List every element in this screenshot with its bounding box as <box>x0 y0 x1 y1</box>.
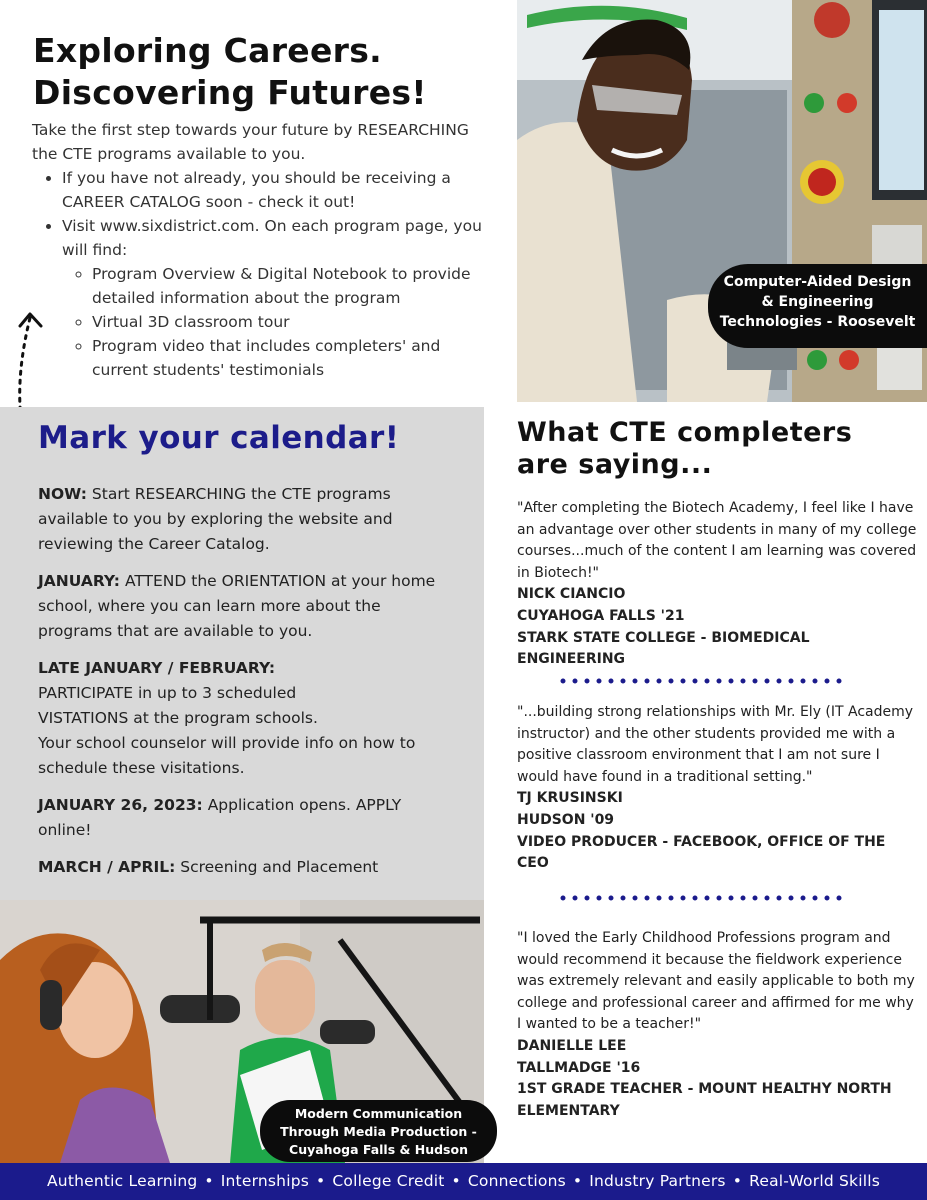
intro-section <box>32 118 492 382</box>
testimonial-school: HUDSON '09 <box>517 811 615 828</box>
testimonial-quote: "After completing the Biotech Academy, I feel like I have an advantage over other students in many of my college courses...much of the content I am learning was covered in Biotech!" <box>517 500 917 581</box>
page-title <box>33 30 503 114</box>
dotted-divider <box>560 893 852 903</box>
calendar-title: Mark your calendar! <box>38 420 400 456</box>
calendar-entry-january <box>38 569 458 644</box>
media-photo-caption <box>260 1100 497 1162</box>
intro-bullet-catalog: • If you have not already, you should be receiving a CAREER CATALOG soon - check it out! <box>62 166 492 214</box>
calendar-entry-placement <box>38 855 458 880</box>
intro-bullet-visit <box>62 214 492 382</box>
testimonial-ciancio <box>517 498 919 671</box>
calendar-entry-visitations-label: LATE JANUARY / FEBRUARY: <box>38 659 276 677</box>
calendar-entry-placement-text: Screening and Placement <box>180 858 379 876</box>
intro-sublist <box>62 262 492 382</box>
calendar-entry-visitations-text-1: PARTICIPATE in up to 3 scheduled <box>38 684 297 702</box>
testimonial-role: 1ST GRADE TEACHER - MOUNT HEALTHY NORTH ELEMENTARY <box>517 1081 892 1119</box>
footer-separator: • <box>572 1172 583 1190</box>
footer-separator: • <box>204 1172 214 1190</box>
footer-separator: • <box>316 1172 326 1190</box>
calendar-entry-now-label: NOW: <box>38 485 87 503</box>
intro-sub-video: ◦ Program video that includes completers' and current students' testimonials <box>92 334 492 382</box>
cad-photo-caption <box>708 264 927 348</box>
testimonial-quote: "...building strong relationships with Mr. Ely (IT Academy instructor) and the other students provided me with a positive classroom environment that I am not sure I would have found in a traditional setting." <box>517 704 914 785</box>
calendar-entry-january-label: JANUARY: <box>38 572 121 590</box>
footer-item-authentic-learning: Authentic Learning <box>47 1172 198 1190</box>
testimonial-school: TALLMADGE '16 <box>517 1059 641 1076</box>
cad-caption-line-1: Computer-Aided Design <box>723 274 912 290</box>
calendar-entry-now-text: Start RESEARCHING the CTE programs available to you by exploring the website and reviewing the Career Catalog. <box>38 485 393 553</box>
testimonials-title-line-1: What CTE completers <box>517 417 853 448</box>
calendar-entry-visitations-text-2: VISTATIONS at the program schools. <box>38 709 318 727</box>
testimonials-title-line-2: are saying... <box>517 449 713 480</box>
cad-caption-line-2: & Engineering <box>761 294 874 310</box>
title-line-1: Exploring Careers. <box>33 31 382 70</box>
calendar-entry-application-label: JANUARY 26, 2023: <box>38 796 203 814</box>
testimonial-name: NICK CIANCIO <box>517 586 626 603</box>
footer-item-college-credit: College Credit <box>332 1172 445 1190</box>
intro-sub-overview: ◦ Program Overview & Digital Notebook to provide detailed information about the program <box>92 262 492 310</box>
calendar-body <box>38 482 458 892</box>
calendar-entry-visitations <box>38 656 458 781</box>
testimonial-krusinski <box>517 702 919 875</box>
title-line-2: Discovering Futures! <box>33 73 427 112</box>
intro-list <box>32 166 492 382</box>
footer-item-industry-partners: Industry Partners <box>589 1172 726 1190</box>
media-caption-line-3: Cuyahoga Falls & Hudson <box>289 1142 468 1157</box>
dotted-divider <box>560 676 852 686</box>
testimonial-role: STARK STATE COLLEGE - BIOMEDICAL ENGINEERING <box>517 629 810 668</box>
calendar-entry-visitations-text-3: Your school counselor will provide info on how to schedule these visitations. <box>38 734 416 777</box>
testimonials-title <box>517 417 917 481</box>
testimonial-role: VIDEO PRODUCER - FACEBOOK, OFFICE OF THE CEO <box>517 833 886 872</box>
intro-bullet-visit-text: Visit www.sixdistrict.com. On each program page, you will find: <box>62 217 482 259</box>
testimonial-quote: "I loved the Early Childhood Professions program and would recommend it because the fieldwork experience was extremely relevant and easily applicable to both my college and professional career and affirmed for me why I wanted to be a teacher!" <box>517 930 915 1033</box>
footer-separator: • <box>451 1172 461 1190</box>
testimonial-lee <box>517 928 919 1122</box>
testimonial-name: DANIELLE LEE <box>517 1037 627 1054</box>
testimonial-school: CUYAHOGA FALLS '21 <box>517 607 685 624</box>
testimonial-name: TJ KRUSINSKI <box>517 790 623 807</box>
media-caption-line-1: Modern Communication <box>294 1106 463 1121</box>
calendar-entry-application <box>38 793 458 843</box>
intro-lead: Take the first step towards your future by RESEARCHING the CTE programs available to you. <box>32 121 469 163</box>
calendar-entry-application-text: Application opens. APPLY online! <box>38 796 402 839</box>
footer-separator: • <box>732 1172 743 1190</box>
media-caption-line-2: Through Media Production - <box>280 1124 477 1139</box>
footer-item-connections: Connections <box>467 1172 566 1190</box>
intro-sub-tour: ◦ Virtual 3D classroom tour <box>92 310 492 334</box>
footer-item-internships: Internships <box>220 1172 310 1190</box>
footer-banner <box>0 1163 927 1200</box>
cad-caption-line-3: Technologies - Roosevelt <box>719 314 916 330</box>
calendar-entry-placement-label: MARCH / APRIL: <box>38 858 176 876</box>
calendar-entry-now <box>38 482 458 557</box>
calendar-entry-january-text: ATTEND the ORIENTATION at your home school, where you can learn more about the programs that are available to you. <box>38 572 436 640</box>
footer-item-real-world-skills: Real-World Skills <box>749 1172 880 1190</box>
